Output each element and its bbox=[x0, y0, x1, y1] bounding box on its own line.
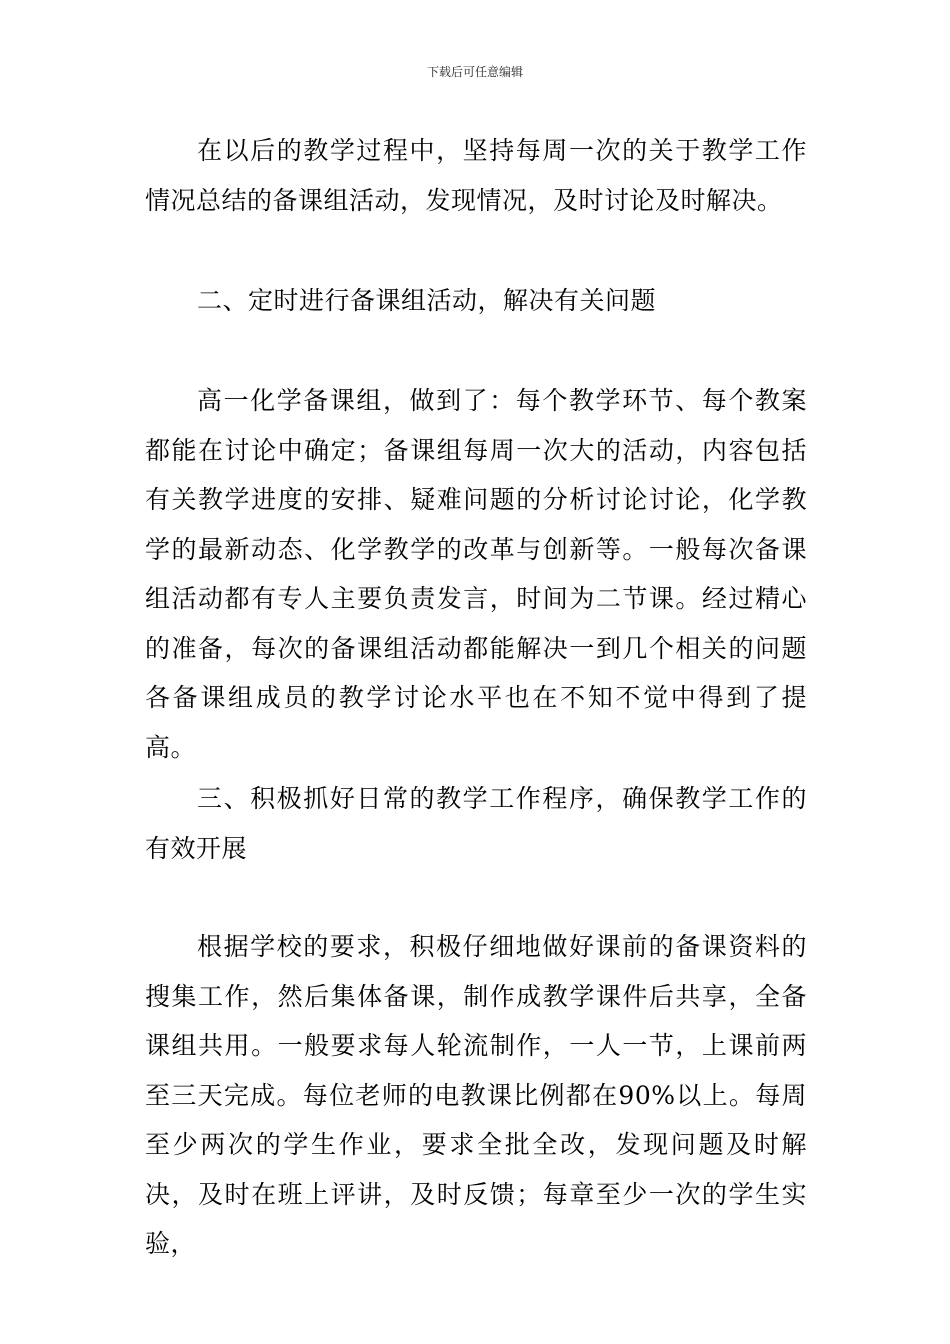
paragraph-teaching-procedure: 根据学校的要求，积极仔细地做好课前的备课资料的搜集工作，然后集体备课，制作成教学课件后共享，全备课组共用。一般要求每人轮流制作，一人一节，上课前两至三天完成。每位老师的电教课比例都在90%以上。每周至少两次的学生作业，要求全批全改，发现问题及时解决，及时在班上评讲，及时反馈；每章至少一次的学生实验， bbox=[145, 932, 807, 1258]
paragraph-weekly-summary: 在以后的教学过程中，坚持每周一次的关于教学工作情况总结的备课组活动，发现情况，及时讨论及时解决。 bbox=[145, 136, 807, 215]
section-heading-2: 二、定时进行备课组活动，解决有关问题 bbox=[197, 286, 657, 315]
paragraph-chemistry-group: 高一化学备课组，做到了：每个教学环节、每个教案都能在讨论中确定；备课组每周一次大的活动，内容包括有关教学进度的安排、疑难问题的分析讨论讨论，化学教学的最新动态、化学教学的改革与创新等。一般每次备课组活动都有专人主要负责发言，时间为二节课。经过精心的准备，每次的备课组活动都能解决一到几个相关的问题各备课组成员的教学讨论水平也在不知不觉中得到了提高。 bbox=[145, 386, 807, 762]
section-heading-3: 三、积极抓好日常的教学工作程序，确保教学工作的有效开展 bbox=[145, 784, 807, 863]
page-header: 下载后可任意编辑 bbox=[426, 65, 523, 79]
